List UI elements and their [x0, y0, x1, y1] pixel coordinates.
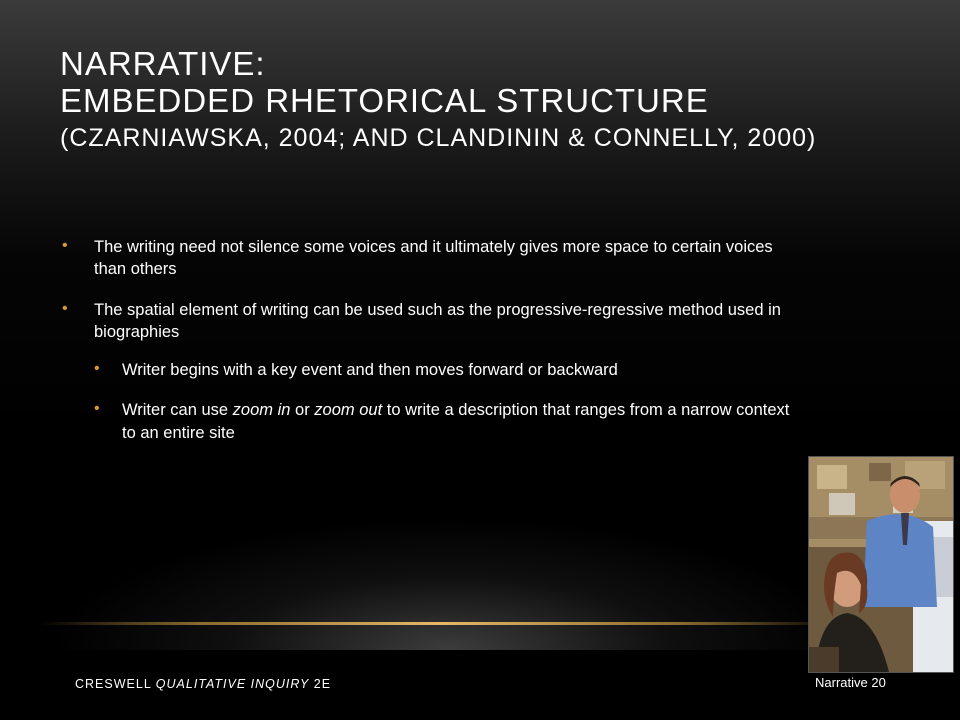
- footer-author: CRESWELL: [75, 677, 156, 691]
- accent-line: [40, 622, 840, 625]
- slide-body: [62, 236, 802, 462]
- title-citation: (CZARNIAWSKA, 2004; AND CLANDININ & CONNELLY, 2000): [60, 123, 817, 152]
- title-line-1: NARRATIVE:: [60, 45, 266, 82]
- bullet-item: [62, 236, 802, 281]
- sub-bullet-text-post: to write a description that ranges from a narrow context to an entire site: [122, 401, 790, 442]
- sub-bullet-item: [94, 359, 802, 381]
- footer-book-title: QUALITATIVE INQUIRY: [155, 677, 310, 691]
- slide-title: [60, 46, 920, 152]
- zoom-out-term: zoom out: [314, 401, 383, 420]
- bullet-text: The writing need not silence some voices and it ultimately gives more space to certain voices than others: [94, 238, 773, 279]
- footer-source: [75, 677, 331, 691]
- zoom-in-term: zoom in: [232, 401, 291, 420]
- bullet-item: [62, 299, 802, 444]
- title-line-2: EMBEDDED RHETORICAL STRUCTURE: [60, 81, 709, 119]
- bullet-list: [62, 236, 802, 444]
- footer-edition: 2E: [309, 677, 332, 691]
- bullet-text: The spatial element of writing can be used such as the progressive-regressive method used in biographies: [94, 300, 781, 341]
- sub-bullet-text-mid: or: [290, 401, 315, 420]
- sub-bullet-text: Writer begins with a key event and then moves forward or backward: [122, 361, 618, 380]
- sub-bullet-list: [94, 359, 802, 444]
- background-glow: [60, 520, 840, 650]
- slide-number: Narrative 20: [815, 675, 886, 690]
- photo-two-people-at-computer-icon: [808, 456, 954, 673]
- sub-bullet-item: [94, 399, 802, 444]
- sub-bullet-text-pre: Writer can use: [122, 401, 233, 420]
